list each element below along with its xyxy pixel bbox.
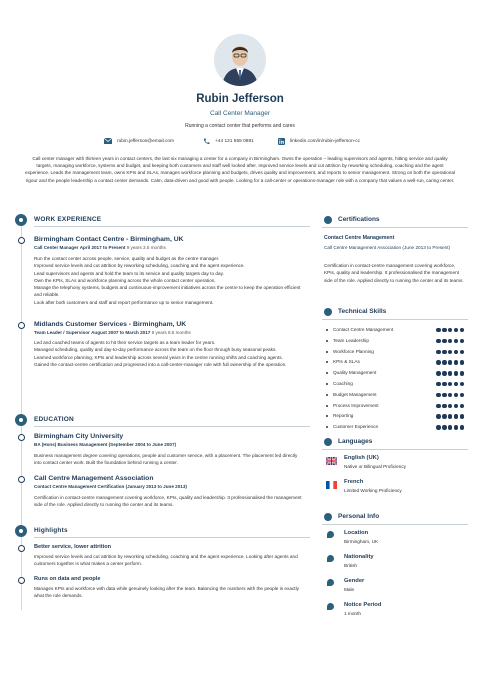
rating-dot (454, 339, 458, 343)
rating-dot (442, 404, 446, 408)
section-certifications (322, 214, 468, 226)
skill-rating (436, 371, 464, 375)
rating-dot (454, 393, 458, 397)
info-value: 1 month (344, 611, 361, 616)
rating-dot (442, 382, 446, 386)
section-title: Languages (338, 438, 373, 445)
education-dates: (January 2013 to June 2013) (125, 484, 187, 489)
skill-name: Contact Centre Management (333, 327, 394, 332)
personal-info-item (324, 554, 466, 574)
section-divider (34, 537, 310, 538)
phone-text: +44 121 555 0881 (215, 139, 254, 144)
france-flag-icon (326, 481, 337, 489)
bullet-icon (326, 329, 328, 331)
globe-icon (324, 438, 332, 446)
job-description (34, 339, 304, 368)
rating-dot (460, 404, 464, 408)
bullet-icon (326, 372, 328, 374)
rating-dot (460, 350, 464, 354)
education-institution: Call Centre Management Association (34, 475, 154, 482)
education-degree: BA (Hons) Business Management (34, 442, 108, 447)
section-title: Personal Info (338, 513, 380, 520)
right-column (322, 212, 468, 632)
section-divider (34, 426, 310, 427)
briefcase-icon (15, 214, 27, 226)
rating-dot (454, 382, 458, 386)
bullet-icon (326, 415, 328, 417)
bullet-icon (326, 405, 328, 407)
certification-description: Certification in contact-centre management covering workforce, KPIs, quality and leadership. It professionalised the management side of the role. Applied directly to running the center and its teams. (324, 263, 464, 283)
rating-dot (448, 425, 452, 429)
rating-dot (454, 425, 458, 429)
skill-item (324, 392, 466, 400)
rating-dot (460, 328, 464, 332)
skill-item (324, 338, 466, 346)
rating-dot (460, 414, 464, 418)
gender-icon (327, 579, 334, 586)
graduation-cap-icon (15, 414, 27, 426)
phone-icon (203, 138, 210, 145)
skill-item (324, 424, 466, 432)
rating-dot (448, 414, 452, 418)
rating-dot (442, 425, 446, 429)
rating-dot (454, 350, 458, 354)
section-education (14, 414, 310, 426)
language-item (324, 455, 466, 475)
avatar (214, 34, 266, 86)
job-bullet: Look after both customers and staff and report performance up to senior management. (34, 299, 214, 305)
rating-dot (454, 360, 458, 364)
education-meta (34, 442, 176, 447)
skill-rating (436, 339, 464, 343)
section-languages (322, 436, 468, 448)
skill-rating (436, 404, 464, 408)
rating-dot (454, 371, 458, 375)
section-divider (322, 227, 468, 228)
timeline-dot (18, 545, 25, 552)
language-item (324, 479, 466, 499)
section-personal-info (322, 511, 468, 523)
contact-email[interactable] (104, 138, 174, 144)
skill-name: Budget Management (333, 391, 377, 397)
bullet-icon (326, 426, 328, 428)
job-role: Call Center Manager (34, 245, 79, 250)
rating-dot (442, 350, 446, 354)
rating-dot (436, 382, 440, 386)
bullet-icon (326, 383, 328, 385)
education-meta (34, 484, 187, 489)
job-bullet: Gained the contact-centre certification and progressed into a call-center-manager role with full ownership of the operation. (34, 361, 287, 367)
job-dates: April 2017 to Present (79, 245, 126, 250)
language-level: Limited Working Proficiency (344, 488, 402, 493)
personal-info-item (324, 602, 466, 622)
job-role: Team Leader / Supervisor (34, 330, 90, 335)
job-bullet: Manage the telephony systems, budgets and continuous-improvement initiatives across the centre to keep the operation efficient and reliable. (34, 285, 301, 298)
timeline-dot (18, 237, 25, 244)
rating-dot (448, 328, 452, 332)
linkedin-icon (278, 138, 285, 145)
skill-name: KPIs & SLAs (333, 359, 360, 365)
skill-name: Coaching (333, 381, 353, 386)
education-institution: Birmingham City University (34, 433, 124, 440)
info-label: Gender (344, 578, 365, 584)
uk-flag-icon (326, 457, 337, 465)
personal-info-item (324, 578, 466, 598)
highlight-title: Better service, lower attrition (34, 544, 112, 550)
language-name: English (UK) (344, 455, 379, 461)
job-title: Call Center Manager (210, 110, 270, 117)
section-highlights (14, 525, 310, 537)
skill-rating (436, 425, 464, 429)
skill-item (324, 413, 466, 421)
info-value: Birmingham, UK (344, 539, 379, 544)
email-text: rubin.jefferson@email.com (117, 138, 175, 144)
info-value: Male (344, 587, 355, 592)
bullet-icon (326, 394, 328, 396)
rating-dot (442, 360, 446, 364)
info-label: Notice Period (344, 602, 382, 608)
person-icon (324, 513, 332, 521)
rating-dot (436, 425, 440, 429)
skill-name: Team Leadership (333, 337, 369, 343)
rating-dot (436, 360, 440, 364)
contact-linkedin[interactable] (278, 138, 360, 145)
timeline-dot (18, 434, 25, 441)
job-bullet: Learned workforce planning, KPIs and leadership across several years in the centre running shifts and coaching agents. (34, 354, 283, 360)
section-technical-skills (322, 306, 468, 318)
hourglass-icon (327, 603, 334, 610)
skill-item (324, 359, 466, 367)
rating-dot (454, 328, 458, 332)
rating-dot (460, 393, 464, 397)
bullet-icon (326, 351, 328, 353)
rating-dot (448, 360, 452, 364)
skill-name: Process Improvement (333, 402, 379, 408)
rating-dot (442, 328, 446, 332)
certification-issuer: Call Centre Management Association (June 2013 to Present) (324, 245, 451, 250)
rating-dot (448, 382, 452, 386)
job-duration: 9 years 3.5 months (126, 245, 166, 250)
skill-rating (436, 328, 464, 332)
education-description: Business management degree covering operations, people and customer service, with a placement. The placement led directly into contact center work. Built the foundation behind running a center. (34, 453, 298, 466)
highlight-text: Manages KPIs and workforce with data while genuinely looking after the team. Balancing the numbers with the people is exactly what the role demands. (34, 586, 299, 599)
job-bullet: Own the KPIs, SLAs and workforce planning across the whole contact center operation. (34, 277, 216, 283)
profile-summary: Call center manager with thirteen years in contact centers, the last six managing a center for a company in Birmingham. Owns the operation – leading supervisors and agents, hitting service and quality targets, managing workforce, systems and budget, and keeping both customers and staff well looked after. Improved service levels and cut attrition by reworking scheduling, coaching and the agent experience. Leads the management team, owns KPIs and SLAs, manages workforce planning and budgets, drives quality and improvement, and reports to senior management. Strong on both the operational rigour and the people leadership a contact center demands. Calm, data-driven and good with people. Looking for a call-center or operations-manager role with a company that values a well-run, caring center. (25, 156, 455, 183)
skill-rating (436, 414, 464, 418)
skill-rating (436, 393, 464, 397)
candidate-name: Rubin Jefferson (196, 93, 284, 105)
job-description (34, 255, 304, 306)
rating-dot (436, 393, 440, 397)
flag-icon (327, 555, 334, 562)
rating-dot (460, 360, 464, 364)
rating-dot (454, 404, 458, 408)
skill-item (324, 370, 466, 378)
section-divider (322, 524, 468, 525)
rating-dot (436, 371, 440, 375)
rating-dot (436, 339, 440, 343)
rating-dot (460, 382, 464, 386)
language-level: Native or Bilingual Proficiency (344, 464, 407, 469)
left-column (14, 212, 310, 612)
contact-phone[interactable] (203, 138, 254, 145)
skill-rating (436, 382, 464, 386)
tagline: Running a contact center that performs and cares (185, 123, 295, 129)
job-bullet: Managed scheduling, quality and day-to-day performance across the team on the floor through busy seasonal peaks. (34, 347, 277, 353)
location-pin-icon (327, 531, 334, 538)
job-bullet: Run the contact center across people, service, quality and budget as the centre manager. (34, 256, 220, 261)
section-title: WORK EXPERIENCE (34, 216, 102, 223)
section-divider (322, 319, 468, 320)
job-employer: Birmingham Contact Centre - Birmingham, UK (34, 236, 184, 243)
section-work-experience (14, 214, 310, 226)
bullet-icon (326, 361, 328, 363)
rating-dot (448, 371, 452, 375)
contact-bar (0, 138, 480, 148)
rating-dot (448, 350, 452, 354)
skill-name: Reporting (333, 413, 354, 419)
rating-dot (448, 393, 452, 397)
timeline-dot (18, 577, 25, 584)
rating-dot (442, 339, 446, 343)
section-divider (322, 449, 468, 450)
job-meta (34, 330, 191, 335)
rating-dot (436, 350, 440, 354)
rating-dot (460, 371, 464, 375)
job-dates: August 2007 to March 2017 (91, 330, 151, 335)
section-title: Technical Skills (338, 308, 387, 315)
bullet-icon (326, 340, 328, 342)
skill-item (324, 381, 466, 389)
highlight-title: Runs on data and people (34, 576, 101, 582)
rating-dot (436, 328, 440, 332)
job-bullet: Lead supervisors and agents and hold the team to its service and quality targets day to day. (34, 270, 224, 276)
certificate-icon (324, 216, 332, 224)
skill-item (324, 349, 466, 357)
rating-dot (436, 404, 440, 408)
linkedin-text: linkedin.com/in/rubin-jefferson-cc (290, 139, 361, 144)
rating-dot (448, 404, 452, 408)
rating-dot (448, 339, 452, 343)
highlight-text: Improved service levels and cut attrition by reworking scheduling, coaching and the agent experience. Looking after agents and customers together is what makes a center perform. (34, 554, 298, 567)
skill-item (324, 327, 466, 335)
rating-dot (442, 371, 446, 375)
skill-rating (436, 350, 464, 354)
personal-info-item (324, 530, 466, 550)
job-bullet: Led and coached teams of agents to hit their service targets as a team leader for years. (34, 340, 216, 345)
section-title: Highlights (34, 527, 68, 534)
language-name: French (344, 479, 364, 485)
info-label: Location (344, 530, 369, 536)
section-title: Certifications (338, 216, 380, 223)
skill-rating (436, 360, 464, 364)
education-description: Certification in contact-centre management covering workforce, KPIs, quality and leadership. It professionalised the management side of the role. Applied directly to running the center and its teams. (34, 495, 302, 508)
rating-dot (442, 414, 446, 418)
certification-title: Contact Centre Management (324, 235, 395, 241)
rating-dot (460, 425, 464, 429)
skill-name: Workforce Planning (333, 348, 374, 354)
timeline-dot (18, 476, 25, 483)
job-employer: Midlands Customer Services - Birmingham, UK (34, 321, 187, 328)
skill-name: Customer Experience (333, 424, 379, 430)
skill-item (324, 403, 466, 411)
info-label: Nationality (344, 554, 374, 560)
skill-name: Quality Management (333, 370, 377, 376)
rating-dot (436, 414, 440, 418)
job-meta (34, 245, 166, 250)
job-bullet: Improved service levels and cut attrition by reworking scheduling, coaching and the agent experience. (34, 263, 245, 269)
star-icon (15, 525, 27, 537)
rating-dot (454, 414, 458, 418)
email-icon (104, 138, 112, 144)
section-title: EDUCATION (34, 416, 74, 423)
section-divider (34, 226, 310, 227)
education-degree: Contact Centre Management Certification (34, 484, 125, 489)
education-dates: (September 2004 to June 2007) (108, 442, 177, 447)
rating-dot (442, 393, 446, 397)
timeline-dot (18, 322, 25, 329)
info-value: British (344, 563, 358, 568)
tools-icon (324, 308, 332, 316)
rating-dot (460, 339, 464, 343)
job-duration: 9 years 8.5 months (151, 330, 191, 335)
